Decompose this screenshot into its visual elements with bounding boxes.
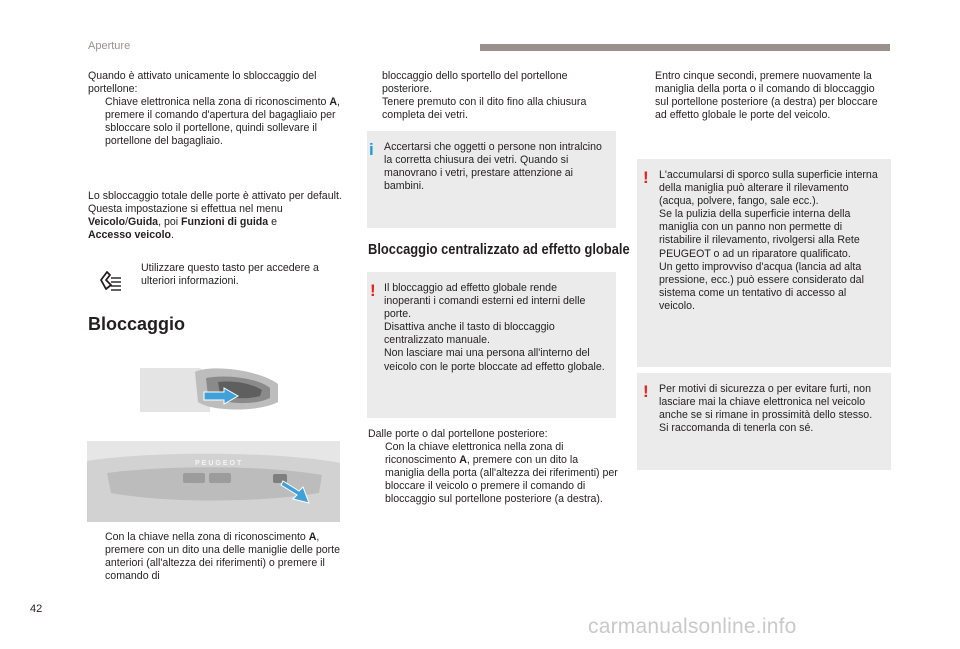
header-bar — [480, 44, 890, 51]
info-box — [367, 131, 616, 228]
menu-tip: Utilizzare questo tasto per accedere a ulteriori informazioni. — [141, 262, 319, 288]
menu-funzioni-di-guida: Funzioni di guida — [181, 216, 269, 229]
warning-box-global-lock — [367, 272, 616, 418]
total-unlock-text: Lo sbloccaggio totale delle porte è attivato per default. — [88, 190, 342, 202]
bullet-text: Con la chiave nella zona di riconoscimento — [105, 531, 309, 543]
lock-instructions — [88, 531, 343, 583]
warning-box-key — [637, 373, 891, 470]
bullet-icon — [638, 70, 655, 122]
door-handle-illustration — [140, 362, 280, 416]
bullet-text: Chiave elettronica nella zona di riconoscimento — [105, 96, 330, 109]
warning-box-dirt — [637, 159, 891, 367]
list-item — [638, 70, 890, 122]
hold-instruction: Tenere premuto con il dito fino alla chiusura completa dei vetri. — [382, 96, 587, 122]
menu-separator: / — [125, 216, 129, 229]
rear-intro: Dalle porte o dal portellone posteriore: — [368, 428, 548, 440]
section-label: Aperture — [88, 40, 131, 52]
list-item — [88, 96, 343, 148]
info-box-text: Accertarsi che oggetti o persone non intralcino la corretta chiusura dei vetri. Quando si manovrano i vetri, prestare attenzione ai bambini. — [384, 141, 602, 193]
column-1 — [88, 70, 343, 149]
warning-icon: ! — [643, 168, 649, 187]
reference-a: A — [308, 531, 317, 543]
total-unlock-block — [88, 190, 343, 242]
bullet-text-end: , premere il comando d'apertura del bagagliaio per sbloccare solo il portellone, quindi sollevare il portellone del bagagliaio. — [105, 96, 340, 148]
bullet-icon — [88, 96, 105, 148]
warning-box-text: Il bloccaggio ad effetto globale rende inoperanti i comandi esterni ed interni delle porte. Disattiva anche il tasto di bloccaggio centralizzato manuale. Non lasciare mai una persona all'interno del veicolo con le porte bloccate ad effetto globale. — [384, 282, 605, 373]
menu-accesso-veicolo: Accesso veicolo — [88, 229, 172, 242]
tailgate-illustration — [87, 441, 340, 522]
bullet-text-end: , premere con un dito una delle maniglie delle porte anteriori (all'altezza dei riferimenti) o premere il comando di — [105, 531, 340, 583]
reference-a: A — [459, 454, 467, 467]
menu-and: e — [268, 216, 277, 229]
warning-key-text: Per motivi di sicurezza o per evitare furti, non lasciare mai la chiave elettronica nel veicolo anche se si rimane in prossimità dello stesso. Si raccomanda di tenerla con sé. — [659, 383, 873, 435]
menu-joiner: , poi — [158, 216, 182, 229]
watermark: carmanualsonline.info — [588, 615, 797, 638]
menu-path-end — [88, 229, 343, 242]
list-item — [368, 441, 618, 506]
info-book-icon — [98, 266, 124, 292]
menu-path — [88, 216, 343, 229]
menu-guida: Guida — [128, 216, 159, 229]
info-icon: i — [369, 140, 374, 159]
rear-lock-block — [368, 428, 618, 507]
intro-text: Quando è attivato unicamente lo sbloccaggio del portellone: — [88, 70, 317, 96]
peugeot-lettering: PEUGEOT — [195, 460, 244, 467]
bullet-text-end: , premere con un dito la maniglia della porta (all'altezza dei riferimenti) per bloccare il veicolo o premere il comando di bloccaggio sul portellone posteriore (a destra). — [385, 454, 618, 506]
warning-icon: ! — [370, 281, 376, 300]
list-item — [88, 531, 343, 583]
column-3-top — [638, 70, 890, 122]
heading-bloccaggio: Bloccaggio — [88, 314, 186, 334]
page-number: 42 — [30, 603, 43, 615]
column-2-top — [368, 70, 616, 122]
settings-text: Questa impostazione si effettua nel menu — [88, 203, 283, 216]
heading-global-lock: Bloccaggio centralizzato ad effetto globale — [368, 241, 630, 258]
reference-a: A — [329, 96, 338, 109]
bullet-icon — [368, 441, 385, 506]
bullet-text: Entro cinque secondi, premere nuovamente la maniglia della porta o il comando di bloccaggio sul portellone posteriore (a destra) per bloccare ad effetto globale le porte del veicolo. — [655, 70, 878, 122]
continuation-text: bloccaggio dello sportello del portellone posteriore. — [382, 70, 568, 96]
menu-veicolo: Veicolo — [88, 216, 126, 229]
bullet-icon — [88, 531, 105, 583]
warning-dirt-text: L'accumularsi di sporco sulla superficie interna della maniglia può alterare il rilevamento (acqua, polvere, fango, sale ecc.). Se la pulizia della superficie interna della maniglia con un panno non permette di ristabilire il rilevamento, rivolgersi alla Rete PEUGEOT o ad un riparatore qualificato. Un getto improvviso d'acqua (lancia ad alta pressione, ecc.) può essere considerato dal sistema come un tentativo di accesso al veicolo. — [659, 169, 878, 312]
menu-period: . — [171, 229, 174, 242]
bullet-text: Con la chiave elettronica nella zona di riconoscimento — [385, 441, 564, 467]
warning-icon: ! — [643, 382, 649, 401]
